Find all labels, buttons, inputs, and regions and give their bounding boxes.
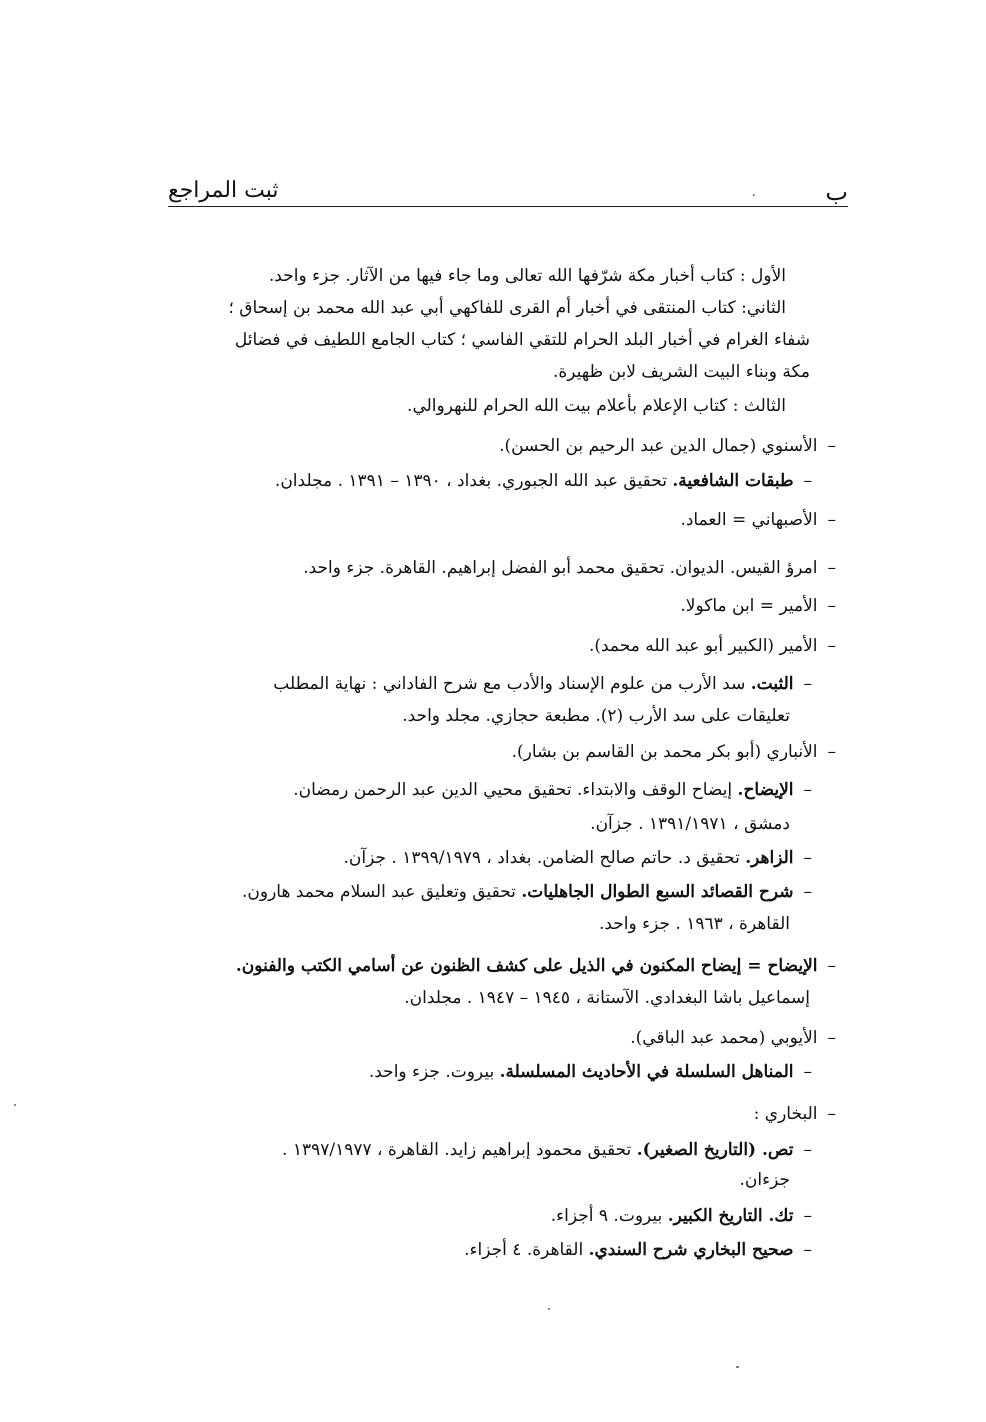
entry-zahir: –الزاهر. تحقيق د. حاتم صالح الضامن. بغداد ، ١٣٩٩/١٩٧٩ . جزآن. [343, 848, 812, 868]
text-line-4: مكة وبناء البيت الشريف لابن ظهيرة. [552, 362, 810, 382]
entry-thabat-cont: تعليقات على سد الأرب (٢). مطبعة حجازي. مجلد واحد. [402, 706, 790, 726]
entry-idah-maknun-cont: إسماعيل باشا البغدادي. الآستانة ، ١٩٤٥ – ١٩٤٧ . مجلدان. [404, 988, 810, 1008]
entry-tarikh-kabir: –تك. التاريخ الكبير. بيروت. ٩ أجزاء. [550, 1206, 812, 1226]
entry-ayyubi: –الأيوبي (محمد عبد الباقي). [630, 1028, 836, 1048]
entry-tarikh-saghir: –تص. (التاريخ الصغير). تحقيق محمود إبراهيم زايد. القاهرة ، ١٣٩٧/١٩٧٧ . [282, 1140, 812, 1160]
scan-speck [736, 1366, 739, 1368]
running-title: ثبت المراجع [168, 178, 279, 203]
entry-anbari: –الأنباري (أبو بكر محمد بن القاسم بن بشار). [511, 742, 836, 762]
entry-sharh-qasaid-cont: القاهرة ، ١٩٦٣ . جزء واحد. [598, 914, 790, 934]
entry-tabaqat: –طبقات الشافعية. تحقيق عبد الله الجبوري. بغداد ، ١٣٩٠ – ١٣٩١ . مجلدان. [274, 471, 812, 491]
scan-speck [14, 1104, 16, 1106]
header-rule [168, 206, 848, 207]
text-line-2: الثاني: كتاب المنتقى في أخبار أم القرى للفاكهي أبي عبد الله محمد بن إسحاق ؛ [228, 298, 786, 318]
header-dot: . [751, 184, 756, 200]
entry-sahih-bukhari: –صحيح البخاري شرح السندي. القاهرة. ٤ أجزاء. [464, 1240, 812, 1260]
text-line-5: الثالث : كتاب الإعلام بأعلام بيت الله الحرام للنهروالي. [407, 396, 786, 416]
entry-thabat: –الثبت. سد الأرب من علوم الإسناد والأدب مع شرح الفاداني : نهاية المطلب [273, 674, 812, 694]
entry-tarikh-saghir-cont: جزءان. [739, 1170, 790, 1190]
entry-imru-alqays: –امرؤ القيس. الديوان. تحقيق محمد أبو الفضل إبراهيم. القاهرة. جزء واحد. [303, 558, 836, 578]
entry-idah-maknun: –الإيضاح = إيضاح المكنون في الذيل على كشف الظنون عن أسامي الكتب والفنون. [235, 956, 836, 976]
entry-amir-makula: –الأمير = ابن ماكولا. [680, 596, 836, 616]
entry-bukhari: –البخاري : [753, 1104, 836, 1124]
scan-speck [548, 1308, 550, 1310]
entry-idah-cont: دمشق ، ١٣٩١/١٩٧١ . جزآن. [590, 814, 790, 834]
page-letter: ب [825, 178, 848, 206]
entry-sharh-qasaid: –شرح القصائد السبع الطوال الجاهليات. تحقيق وتعليق عبد السلام محمد هارون. [241, 882, 812, 902]
text-line-1: الأول : كتاب أخبار مكة شرّفها الله تعالى وما جاء فيها من الآثار. جزء واحد. [268, 266, 786, 286]
text-line-3: شفاء الغرام في أخبار البلد الحرام للتقي الفاسي ؛ كتاب الجامع اللطيف في فضائل [234, 330, 810, 350]
entry-manahil: –المناهل السلسلة في الأحاديث المسلسلة. بيروت. جزء واحد. [368, 1062, 812, 1082]
entry-asnawi: –الأسنوي (جمال الدين عبد الرحيم بن الحسن). [499, 436, 836, 456]
entry-amir-kabir: –الأمير (الكبير أبو عبد الله محمد). [588, 636, 836, 656]
entry-isbahani: –الأصبهاني = العماد. [680, 510, 836, 530]
entry-idah: –الإيضاح. إيضاح الوقف والابتداء. تحقيق محيي الدين عبد الرحمن رمضان. [293, 780, 812, 800]
